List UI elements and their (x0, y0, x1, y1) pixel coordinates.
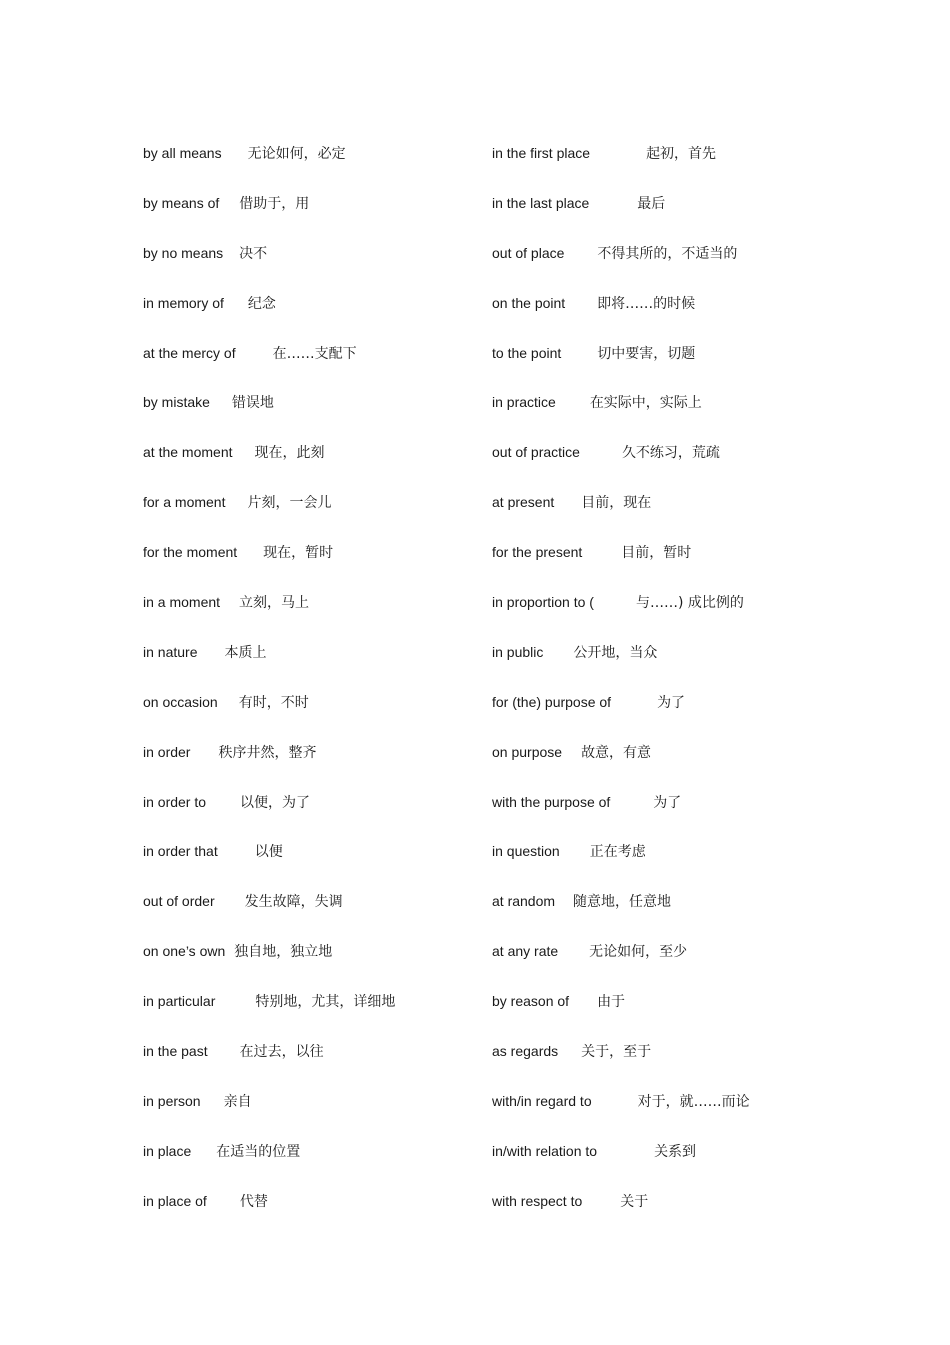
phrase-entry (492, 392, 822, 442)
english-phrase: with respect to (492, 1192, 583, 1209)
phrase-entry (143, 742, 473, 792)
english-phrase: at any rate (492, 943, 559, 960)
chinese-meaning: 在过去，以往 (239, 1044, 324, 1061)
right-phrase-column (492, 143, 822, 1241)
chinese-meaning: 片刻，一会儿 (247, 495, 332, 512)
english-phrase: for the present (492, 544, 583, 561)
chinese-meaning: 无论如何，必定 (247, 146, 346, 162)
english-phrase: by no means (143, 244, 224, 261)
chinese-meaning: 久不练习，荒疏 (621, 445, 720, 462)
chinese-meaning: 代替 (239, 1193, 268, 1210)
english-phrase: in a moment (143, 594, 221, 611)
english-phrase: for the moment (143, 544, 238, 561)
phrase-entry (492, 193, 822, 243)
english-phrase: in particular (143, 993, 216, 1010)
chinese-meaning: 以便，为了 (240, 794, 311, 811)
chinese-meaning: 决不 (239, 245, 268, 262)
english-phrase: out of practice (492, 444, 580, 461)
english-phrase: with the purpose of (492, 793, 611, 810)
chinese-meaning: 关于 (620, 1193, 649, 1210)
english-phrase: in place of (143, 1192, 207, 1209)
english-phrase: in/with relation to (492, 1142, 598, 1159)
english-phrase: in practice (492, 394, 556, 411)
english-phrase: in order that (143, 843, 218, 860)
chinese-meaning: 在实际中，实际上 (589, 395, 702, 412)
phrase-entry (492, 891, 822, 941)
english-phrase: in question (492, 843, 560, 860)
chinese-meaning: 起初，首先 (646, 146, 717, 162)
phrase-entry (143, 1041, 473, 1091)
chinese-meaning: 立刻，马上 (239, 595, 310, 612)
phrase-entry (143, 193, 473, 243)
english-phrase: out of order (143, 893, 215, 910)
english-phrase: in order to (143, 793, 207, 810)
chinese-meaning: 与……) 成比例的 (635, 595, 744, 612)
chinese-meaning: 关系到 (654, 1143, 697, 1160)
english-phrase: in the first place (492, 145, 591, 161)
phrase-entry (492, 1091, 822, 1141)
chinese-meaning: 有时，不时 (238, 694, 309, 711)
phrase-entry (492, 991, 822, 1041)
chinese-meaning: 亲自 (223, 1093, 252, 1110)
phrase-entry (143, 991, 473, 1041)
english-phrase: in the past (143, 1043, 208, 1060)
chinese-meaning: 在……支配下 (272, 345, 357, 362)
chinese-meaning: 独自地，独立地 (234, 944, 333, 961)
phrase-entry (143, 1191, 473, 1241)
english-phrase: to the point (492, 344, 562, 361)
phrase-entry (143, 841, 473, 891)
chinese-meaning: 正在考虑 (589, 844, 646, 861)
chinese-meaning: 不得其所的，不适当的 (597, 245, 738, 262)
chinese-meaning: 最后 (637, 195, 666, 212)
left-phrase-column (143, 143, 473, 1241)
chinese-meaning: 为了 (657, 694, 686, 711)
phrase-entry (492, 442, 822, 492)
english-phrase: for (the) purpose of (492, 693, 612, 710)
chinese-meaning: 错误地 (231, 395, 274, 412)
chinese-meaning: 现在，暂时 (263, 545, 334, 562)
chinese-meaning: 故意，有意 (581, 744, 652, 761)
phrase-entry (143, 293, 473, 343)
english-phrase: in nature (143, 643, 198, 660)
english-phrase: in proportion to ( (492, 594, 594, 611)
phrase-entry (492, 592, 822, 642)
phrase-entry (492, 742, 822, 792)
phrase-entry (492, 542, 822, 592)
phrase-entry (143, 442, 473, 492)
english-phrase: at the moment (143, 444, 233, 461)
phrase-entry (492, 1141, 822, 1191)
chinese-meaning: 对于，就……而论 (637, 1093, 750, 1110)
chinese-meaning: 关于，至于 (581, 1044, 652, 1061)
english-phrase: in the last place (492, 194, 590, 211)
phrase-entry (143, 243, 473, 293)
chinese-meaning: 在适当的位置 (216, 1143, 301, 1160)
english-phrase: as regards (492, 1043, 559, 1060)
chinese-meaning: 随意地，任意地 (573, 894, 672, 911)
phrase-entry (143, 891, 473, 941)
english-phrase: in order (143, 743, 191, 760)
english-phrase: on one’s own (143, 943, 226, 960)
phrase-entry (143, 592, 473, 642)
phrase-entry (143, 941, 473, 991)
phrase-entry (143, 1141, 473, 1191)
chinese-meaning: 目前，暂时 (621, 545, 692, 562)
phrase-entry (492, 642, 822, 692)
phrase-entry (492, 492, 822, 542)
phrase-entry (492, 143, 822, 193)
chinese-meaning: 由于 (597, 994, 626, 1011)
chinese-meaning: 发生故障，失调 (244, 894, 343, 911)
phrase-entry (492, 293, 822, 343)
chinese-meaning: 以便 (254, 844, 283, 861)
phrase-entry (143, 143, 473, 193)
chinese-meaning: 本质上 (224, 644, 267, 661)
english-phrase: for a moment (143, 494, 226, 511)
chinese-meaning: 特别地，尤其，详细地 (255, 994, 396, 1011)
english-phrase: in public (492, 643, 544, 660)
english-phrase: by means of (143, 194, 220, 211)
chinese-meaning: 即将……的时候 (597, 295, 696, 312)
phrase-entry (492, 1191, 822, 1241)
english-phrase: at present (492, 494, 555, 511)
phrase-entry (492, 841, 822, 891)
phrase-entry (492, 692, 822, 742)
phrase-entry (492, 243, 822, 293)
phrase-entry (143, 1091, 473, 1141)
english-phrase: in place (143, 1142, 192, 1159)
english-phrase: in memory of (143, 294, 224, 311)
english-phrase: out of place (492, 244, 565, 261)
chinese-meaning: 现在，此刻 (254, 445, 325, 462)
chinese-meaning: 无论如何，至少 (589, 944, 688, 961)
phrase-entry (143, 343, 473, 393)
english-phrase: by mistake (143, 394, 210, 411)
phrase-entry (143, 642, 473, 692)
english-phrase: on purpose (492, 743, 563, 760)
english-phrase: on occasion (143, 693, 218, 710)
phrase-entry (143, 392, 473, 442)
phrase-entry (492, 941, 822, 991)
english-phrase: at random (492, 893, 556, 910)
chinese-meaning: 目前，现在 (581, 495, 652, 512)
english-phrase: in person (143, 1092, 201, 1109)
phrase-entry (143, 792, 473, 842)
english-phrase: at the mercy of (143, 344, 236, 361)
english-phrase: by all means (143, 145, 222, 161)
phrase-entry (143, 542, 473, 592)
chinese-meaning: 借助于，用 (239, 195, 310, 212)
phrase-entry (492, 1041, 822, 1091)
english-phrase: with/in regard to (492, 1092, 592, 1109)
phrase-entry (143, 492, 473, 542)
phrase-entry (492, 343, 822, 393)
chinese-meaning: 秩序井然，整齐 (218, 744, 317, 761)
english-phrase: on the point (492, 294, 566, 311)
phrase-entry (492, 792, 822, 842)
chinese-meaning: 为了 (653, 794, 682, 811)
chinese-meaning: 切中要害，切题 (597, 345, 696, 362)
english-phrase: by reason of (492, 993, 570, 1010)
phrase-entry (143, 692, 473, 742)
chinese-meaning: 纪念 (247, 295, 276, 312)
chinese-meaning: 公开地，当众 (573, 644, 658, 661)
